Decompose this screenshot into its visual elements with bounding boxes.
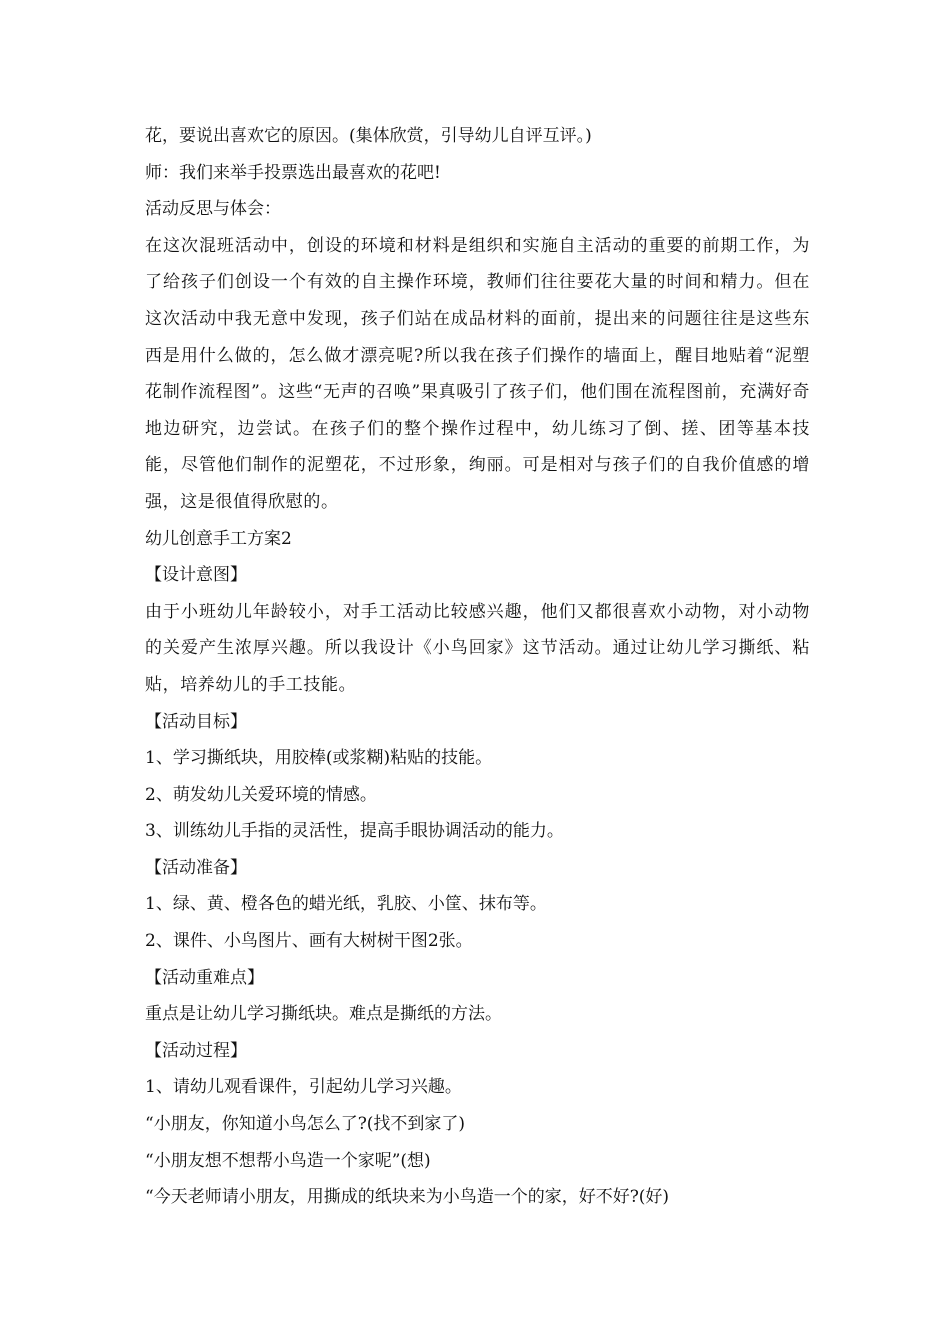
key-heading: 【活动重难点】 <box>145 967 264 988</box>
goal-item: 3、训练幼儿手指的灵活性，提高手眼协调活动的能力。 <box>145 821 564 842</box>
text-line: 师：我们来举手投票选出最喜欢的花吧! <box>145 162 441 183</box>
key-text: 重点是让幼儿学习撕纸块。难点是撕纸的方法。 <box>145 1004 502 1025</box>
plan2-title: 幼儿创意手工方案2 <box>145 528 292 549</box>
prep-heading: 【活动准备】 <box>145 857 247 878</box>
document-body <box>145 118 810 1216</box>
reflection-paragraph: 在这次混班活动中，创设的环境和材料是组织和实施自主活动的重要的前期工作，为了给孩子们创设一个有效的自主操作环境，教师们往往要花大量的时间和精力。但在这次活动中我无意中发现，孩子们站在成品材料的面前，提出来的问题往往是这些东西是用什么做的，怎么做才漂亮呢?所以我在孩子们操作的墙面上，醒目地贴着“泥塑花制作流程图”。这些“无声的召唤”果真吸引了孩子们，他们围在流程图前，充满好奇地边研究，边尝试。在孩子们的整个操作过程中，幼儿练习了倒、搓、团等基本技能，尽管他们制作的泥塑花，不过形象，绚丽。可是相对与孩子们的自我价值感的增强，这是很值得欣慰的。 <box>145 235 810 512</box>
goals-heading: 【活动目标】 <box>145 711 247 732</box>
design-heading: 【设计意图】 <box>145 565 247 586</box>
reflection-heading: 活动反思与体会： <box>145 199 281 220</box>
prep-item: 1、绿、黄、橙各色的蜡光纸，乳胶、小筐、抹布等。 <box>145 894 547 915</box>
process-heading: 【活动过程】 <box>145 1040 247 1061</box>
goal-item: 2、萌发幼儿关爱环境的情感。 <box>145 784 377 805</box>
process-item: “今天老师请小朋友，用撕成的纸块来为小鸟造一个的家，好不好?(好) <box>145 1187 670 1208</box>
goal-item: 1、学习撕纸块，用胶棒(或浆糊)粘贴的技能。 <box>145 748 493 769</box>
text-line: 花，要说出喜欢它的原因。(集体欣赏，引导幼儿自评互评。) <box>145 126 592 146</box>
process-item: 1、请幼儿观看课件，引起幼儿学习兴趣。 <box>145 1077 462 1098</box>
design-paragraph: 由于小班幼儿年龄较小，对手工活动比较感兴趣，他们又都很喜欢小动物，对小动物的关爱产生浓厚兴趣。所以我设计《小鸟回家》这节活动。通过让幼儿学习撕纸、粘贴，培养幼儿的手工技能。 <box>145 601 810 695</box>
prep-item: 2、课件、小鸟图片、画有大树树干图2张。 <box>145 931 473 952</box>
process-item: “小朋友，你知道小鸟怎么了?(找不到家了) <box>145 1114 466 1135</box>
process-item: “小朋友想不想帮小鸟造一个家呢”(想) <box>145 1150 431 1171</box>
